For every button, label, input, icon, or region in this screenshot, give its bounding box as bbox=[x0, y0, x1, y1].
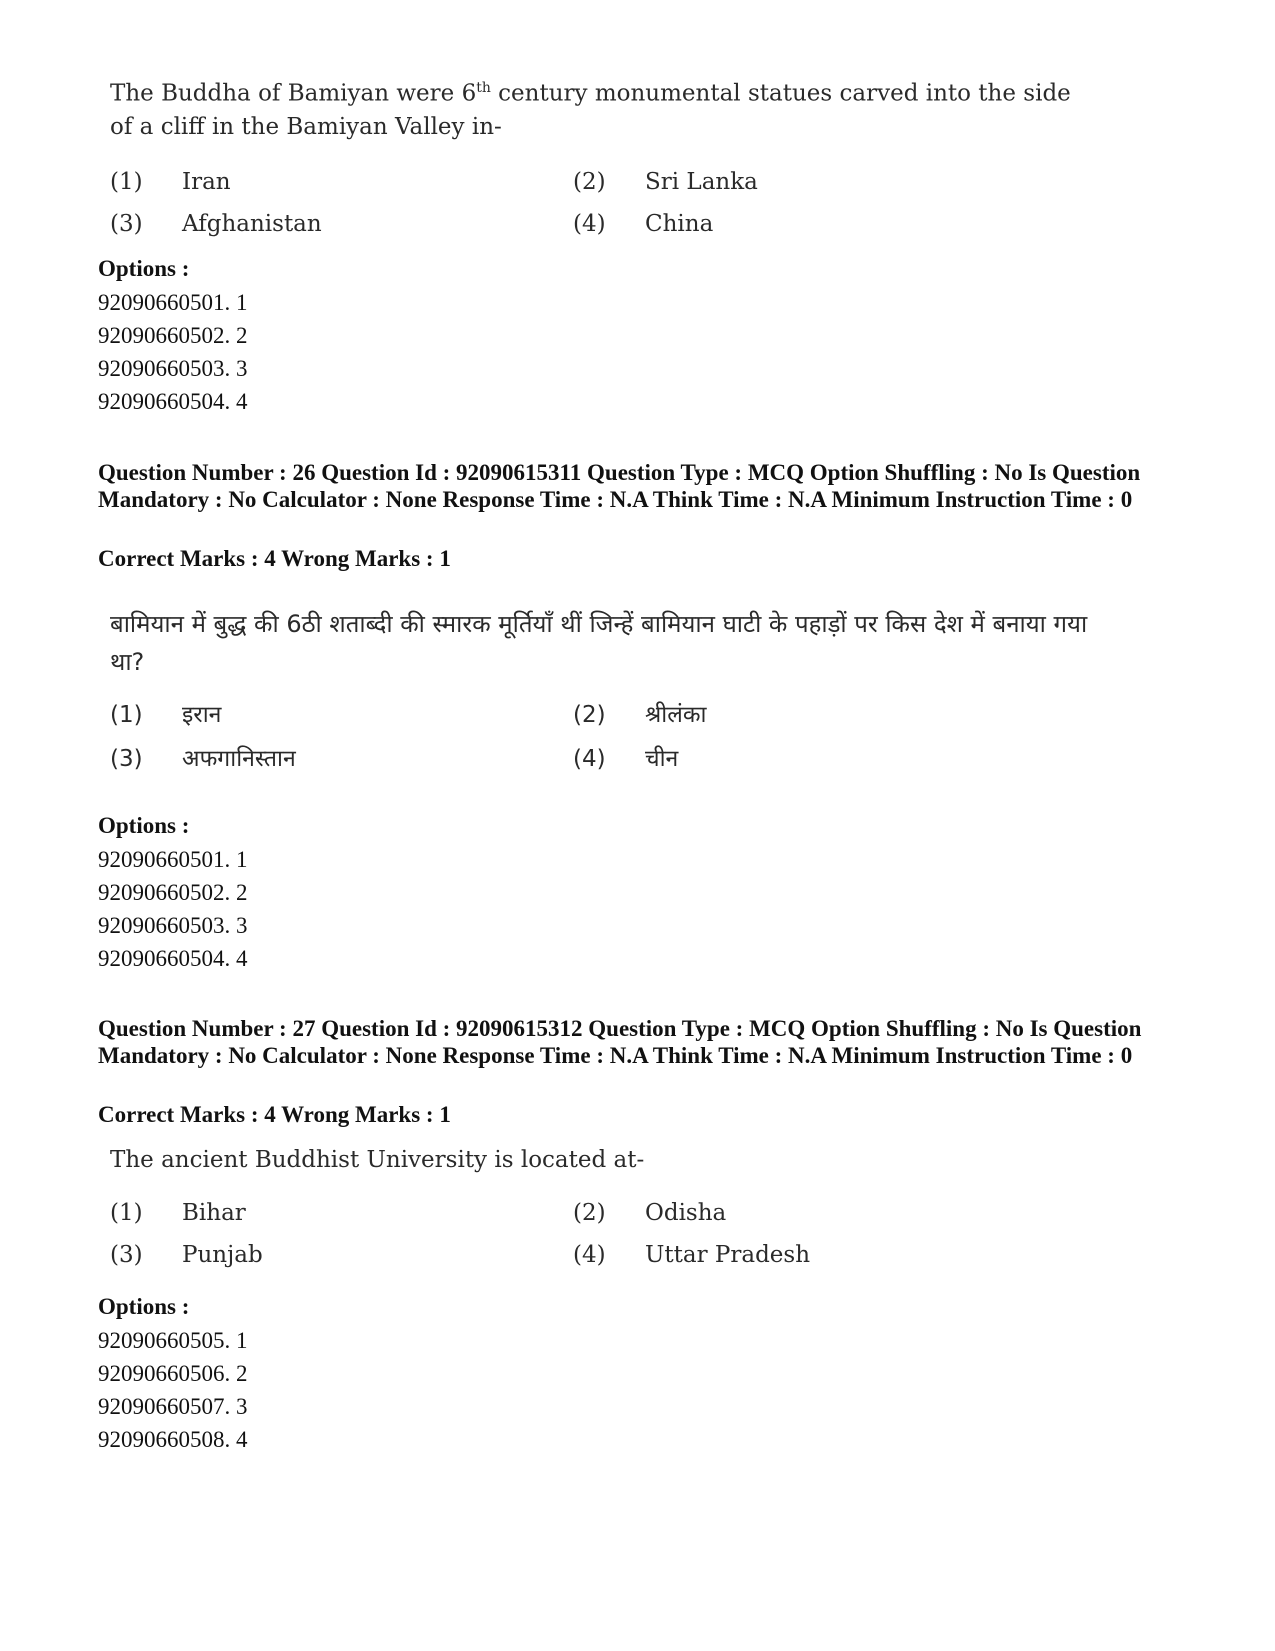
choice-4: (4) China bbox=[573, 210, 714, 237]
question-25-choices bbox=[110, 162, 1100, 246]
choice-1: (1) इरान bbox=[110, 702, 222, 728]
question-27-image bbox=[110, 1144, 1100, 1277]
option-line: 92090660502. 2 bbox=[98, 880, 248, 905]
choice-2: (2) Odisha bbox=[573, 1200, 727, 1226]
choice-1: (1) Iran bbox=[110, 168, 231, 195]
option-line: 92090660505. 1 bbox=[98, 1328, 248, 1353]
question-27-choices bbox=[110, 1193, 1100, 1277]
question-26-text: बामियान में बुद्ध की 6ठी शताब्दी की स्मारक मूर्तियाँ थीं जिन्हें बामियान घाटी के पहाड़ों पर किस देश में बनाया गया था? bbox=[110, 610, 1088, 676]
option-line: 92090660503. 3 bbox=[98, 913, 248, 938]
choice-3: (3) Afghanistan bbox=[110, 210, 322, 237]
question-26-options bbox=[98, 811, 248, 975]
question-27-text: The ancient Buddhist University is located at- bbox=[110, 1147, 645, 1173]
choice-2: (2) Sri Lanka bbox=[573, 168, 758, 195]
question-26-image bbox=[110, 605, 1100, 779]
option-line: 92090660501. 1 bbox=[98, 847, 248, 872]
choice-3: (3) Punjab bbox=[110, 1242, 263, 1268]
question-25-image bbox=[110, 72, 1100, 246]
option-line: 92090660501. 1 bbox=[98, 290, 248, 315]
option-line: 92090660502. 2 bbox=[98, 323, 248, 348]
question-27-options bbox=[98, 1292, 248, 1456]
question-27-marks: Correct Marks : 4 Wrong Marks : 1 bbox=[98, 1102, 451, 1127]
option-line: 92090660508. 4 bbox=[98, 1427, 248, 1452]
options-title: Options : bbox=[98, 256, 190, 281]
option-line: 92090660504. 4 bbox=[98, 389, 248, 414]
choice-4: (4) चीन bbox=[573, 746, 679, 772]
choice-3: (3) अफगानिस्तान bbox=[110, 746, 296, 772]
choice-1: (1) Bihar bbox=[110, 1200, 246, 1226]
choice-2: (2) श्रीलंका bbox=[573, 702, 707, 728]
question-26-choices bbox=[110, 695, 1100, 779]
option-line: 92090660506. 2 bbox=[98, 1361, 248, 1386]
question-25-options bbox=[98, 254, 248, 418]
option-line: 92090660503. 3 bbox=[98, 356, 248, 381]
option-line: 92090660507. 3 bbox=[98, 1394, 248, 1419]
question-25-text: The Buddha of Bamiyan were 6th century monumental statues carved into the side of a cliff in the Bamiyan Valley in- bbox=[110, 80, 1071, 140]
question-26-marks: Correct Marks : 4 Wrong Marks : 1 bbox=[98, 546, 451, 571]
choice-4: (4) Uttar Pradesh bbox=[573, 1242, 811, 1268]
options-title: Options : bbox=[98, 813, 190, 838]
options-title: Options : bbox=[98, 1294, 190, 1319]
question-26-meta: Question Number : 26 Question Id : 92090615311 Question Type : MCQ Option Shuffling : No Is Question Mandatory : No Calculator : None Response Time : N.A Think Time : N.A Minimum Instruction Time : 0 bbox=[98, 460, 1141, 512]
option-line: 92090660504. 4 bbox=[98, 946, 248, 971]
question-27-meta: Question Number : 27 Question Id : 92090615312 Question Type : MCQ Option Shuffling : No Is Question Mandatory : No Calculator : None Response Time : N.A Think Time : N.A Minimum Instruction Time : 0 bbox=[98, 1016, 1142, 1068]
